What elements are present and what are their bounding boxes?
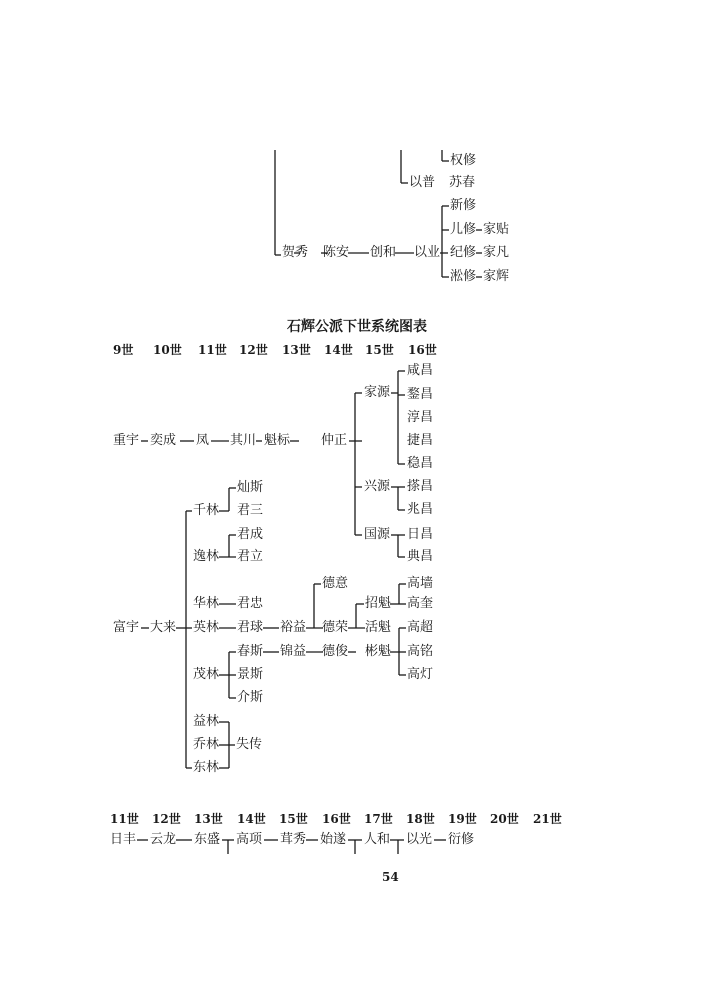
name-derong: 德荣: [322, 620, 349, 635]
gen-label: 12世: [239, 343, 268, 357]
gen-label: 14世: [237, 812, 266, 826]
name-suchun: 苏春: [449, 175, 476, 190]
name-yanxiu: 衍修: [448, 832, 475, 847]
name-qianlin: 千林: [193, 503, 220, 518]
name-jinyi: 锦益: [280, 644, 307, 659]
name-hexiu: 贺秀: [282, 245, 309, 260]
name-juncheng: 君成: [237, 527, 264, 542]
name-maolin: 茂林: [193, 667, 220, 682]
name-richang: 日昌: [407, 527, 434, 542]
page-number: 54: [382, 870, 399, 884]
name-hualin: 华林: [193, 596, 220, 611]
gen-label: 13世: [282, 343, 311, 357]
gen-label: 11世: [198, 343, 227, 357]
name-gaochao: 高超: [407, 620, 434, 635]
name-shisui: 始遂: [320, 832, 347, 847]
name-chenan: 陈安: [323, 245, 350, 260]
name-feng: 凤: [196, 433, 210, 448]
name-dongsheng: 东盛: [194, 832, 221, 847]
name-guoyuan: 国源: [364, 527, 391, 542]
name-yilin: 逸林: [193, 549, 220, 564]
name-biankui: 彬魁: [365, 644, 392, 659]
name-jiatie: 家贴: [483, 222, 510, 237]
name-zhaochang: 兆昌: [407, 502, 434, 517]
gen-label: 15世: [365, 343, 394, 357]
name-songxiu: 淞修: [450, 269, 477, 284]
name-junzhong: 君忠: [237, 596, 264, 611]
gen-label: 12世: [152, 812, 181, 826]
gen-label: 15世: [279, 812, 308, 826]
name-quanxiu: 权修: [450, 153, 477, 168]
name-xingyuan: 兴源: [364, 479, 391, 494]
gen-label: 21世: [533, 812, 562, 826]
gen-label: 20世: [490, 812, 519, 826]
name-chunsi: 春斯: [237, 644, 264, 659]
name-huokui: 活魁: [365, 620, 392, 635]
gen-label: 17世: [364, 812, 393, 826]
name-donglin: 东林: [193, 760, 220, 775]
name-dianchang: 典昌: [407, 549, 434, 564]
name-rongxiu: 茸秀: [280, 832, 307, 847]
name-gaodeng: 高灯: [407, 667, 434, 682]
name-jixiu: 纪修: [450, 245, 477, 260]
name-shichuan: 失传: [236, 737, 263, 752]
name-caochang: 搽昌: [407, 479, 434, 494]
name-rifeng: 日丰: [110, 832, 137, 847]
name-qiaolin: 乔林: [193, 737, 220, 752]
name-chunchang: 淳昌: [407, 410, 434, 425]
gen-label: 14世: [324, 343, 353, 357]
gen-label: 18世: [406, 812, 435, 826]
name-yiguang: 以光: [406, 832, 433, 847]
name-wenchang: 稳昌: [407, 456, 434, 471]
name-yipu: 以普: [409, 175, 436, 190]
name-zhongzheng: 仲正: [321, 433, 348, 448]
name-jiafan: 家凡: [483, 245, 510, 260]
name-cansi: 灿斯: [237, 480, 264, 495]
name-junqiu: 君球: [237, 620, 264, 635]
name-yuyi: 裕益: [280, 620, 307, 635]
name-yinglin: 英林: [193, 620, 220, 635]
name-yicheng: 奕成: [150, 433, 177, 448]
name-jiayuan: 家源: [364, 385, 391, 400]
name-qichuan: 其川: [230, 433, 257, 448]
name-yunlong: 云龙: [150, 832, 177, 847]
gen-label: 9世: [113, 343, 134, 357]
name-junsan: 君三: [237, 503, 264, 518]
name-fuyu: 富宇: [113, 620, 140, 635]
section-title: 石辉公派下世系统图表: [287, 319, 427, 335]
name-gaoming: 高铭: [407, 644, 434, 659]
name-gaoqiang: 高墙: [407, 576, 434, 591]
name-yiye: 以业: [414, 245, 441, 260]
name-junli: 君立: [237, 549, 264, 564]
gen-label: 10世: [153, 343, 182, 357]
name-yilin2: 益林: [193, 714, 220, 729]
name-gaogui: 高奎: [407, 596, 434, 611]
name-chuanghe: 创和: [370, 245, 397, 260]
name-gaoxiang: 高项: [236, 832, 263, 847]
name-renhe: 人和: [364, 832, 391, 847]
name-jiechang: 捷昌: [407, 433, 434, 448]
name-jiesi: 介斯: [237, 690, 264, 705]
name-chongyu: 重宇: [113, 433, 140, 448]
name-erxiu: 儿修: [450, 222, 477, 237]
gen-label: 11世: [110, 812, 139, 826]
name-xianchang: 咸昌: [407, 363, 434, 378]
gen-label: 16世: [322, 812, 351, 826]
name-dalai: 大来: [150, 620, 177, 635]
name-jingsi: 景斯: [237, 667, 264, 682]
name-xinxiu: 新修: [450, 198, 477, 213]
name-jiahui: 家辉: [483, 269, 510, 284]
name-kuibiao: 魁标: [264, 433, 291, 448]
gen-label: 16世: [408, 343, 437, 357]
gen-label: 13世: [194, 812, 223, 826]
name-deyi: 德意: [322, 576, 349, 591]
gen-label: 19世: [448, 812, 477, 826]
name-aochang: 鍪昌: [407, 387, 434, 402]
name-dejun: 德俊: [322, 644, 349, 659]
name-zhaokui: 招魁: [365, 596, 392, 611]
